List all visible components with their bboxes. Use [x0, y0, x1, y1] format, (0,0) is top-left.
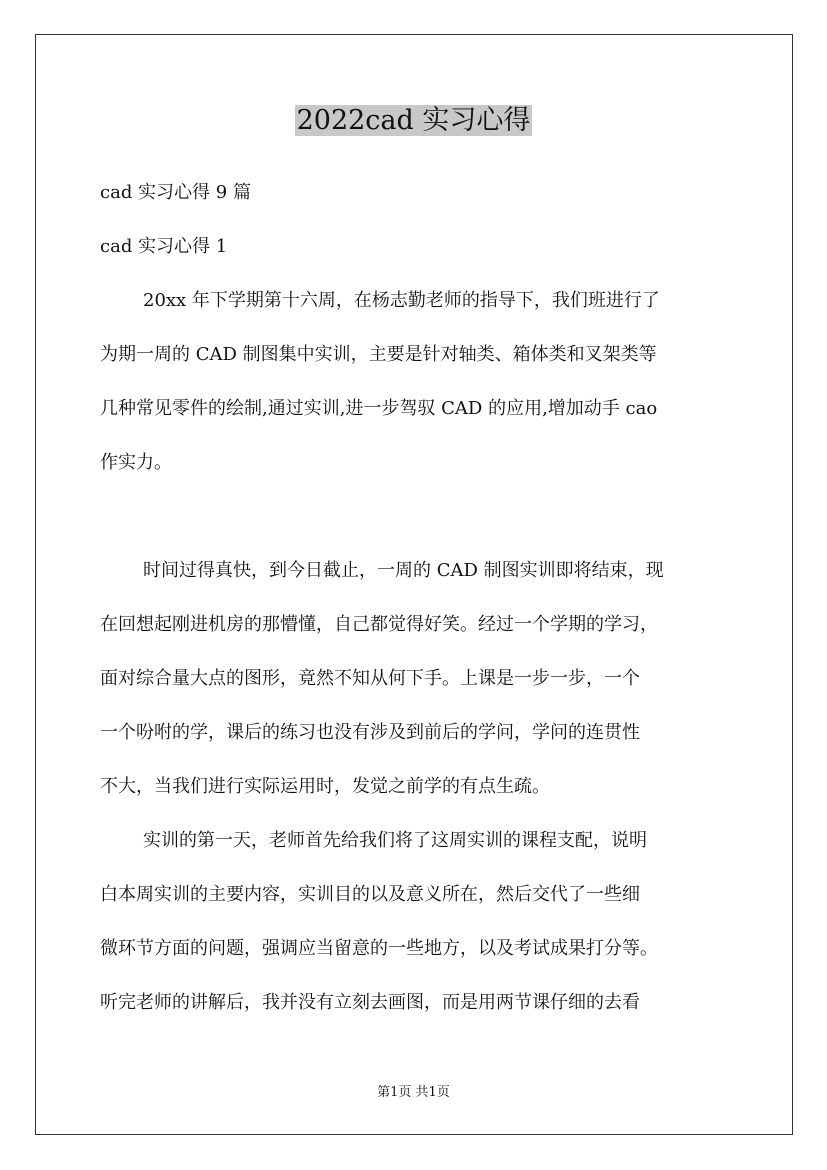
paragraph-line: 不大，当我们进行实际运用时，发觉之前学的有点生疏。	[100, 776, 550, 797]
paragraph-line: 一个吩咐的学，课后的练习也没有涉及到前后的学问，学问的连贯性	[100, 722, 640, 743]
paragraph-line: 在回想起刚进机房的那懵懂，自己都觉得好笑。经过一个学期的学习，	[100, 614, 658, 635]
paragraph-line: 时间过得真快，到今日截止，一周的 CAD 制图实训即将结束，现	[143, 560, 664, 581]
section-heading: cad 实习心得 1	[100, 236, 228, 257]
document-subtitle: cad 实习心得 9 篇	[100, 182, 251, 203]
document-title	[0, 100, 827, 142]
page-number-footer: 第1页 共1页	[377, 1085, 450, 1100]
document-title-text: 2022cad 实习心得	[296, 105, 531, 136]
paragraph-line: 微环节方面的问题，强调应当留意的一些地方，以及考试成果打分等。	[100, 938, 658, 959]
paragraph-line: 20xx 年下学期第十六周，在杨志勤老师的指导下，我们班进行了	[143, 290, 660, 311]
paragraph-line: 面对综合量大点的图形，竟然不知从何下手。上课是一步一步，一个	[100, 668, 640, 689]
paragraph-line: 作实力。	[100, 452, 172, 473]
paragraph-line: 白本周实训的主要内容，实训目的以及意义所在，然后交代了一些细	[100, 884, 640, 905]
paragraph-line: 听完老师的讲解后，我并没有立刻去画图，而是用两节课仔细的去看	[100, 992, 640, 1013]
paragraph-line: 实训的第一天，老师首先给我们将了这周实训的课程支配，说明	[143, 830, 647, 851]
paragraph-line: 几种常见零件的绘制,通过实训,进一步驾驭 CAD 的应用,增加动手 cao	[100, 398, 658, 419]
paragraph-line: 为期一周的 CAD 制图集中实训，主要是针对轴类、箱体类和叉架类等	[100, 344, 657, 365]
